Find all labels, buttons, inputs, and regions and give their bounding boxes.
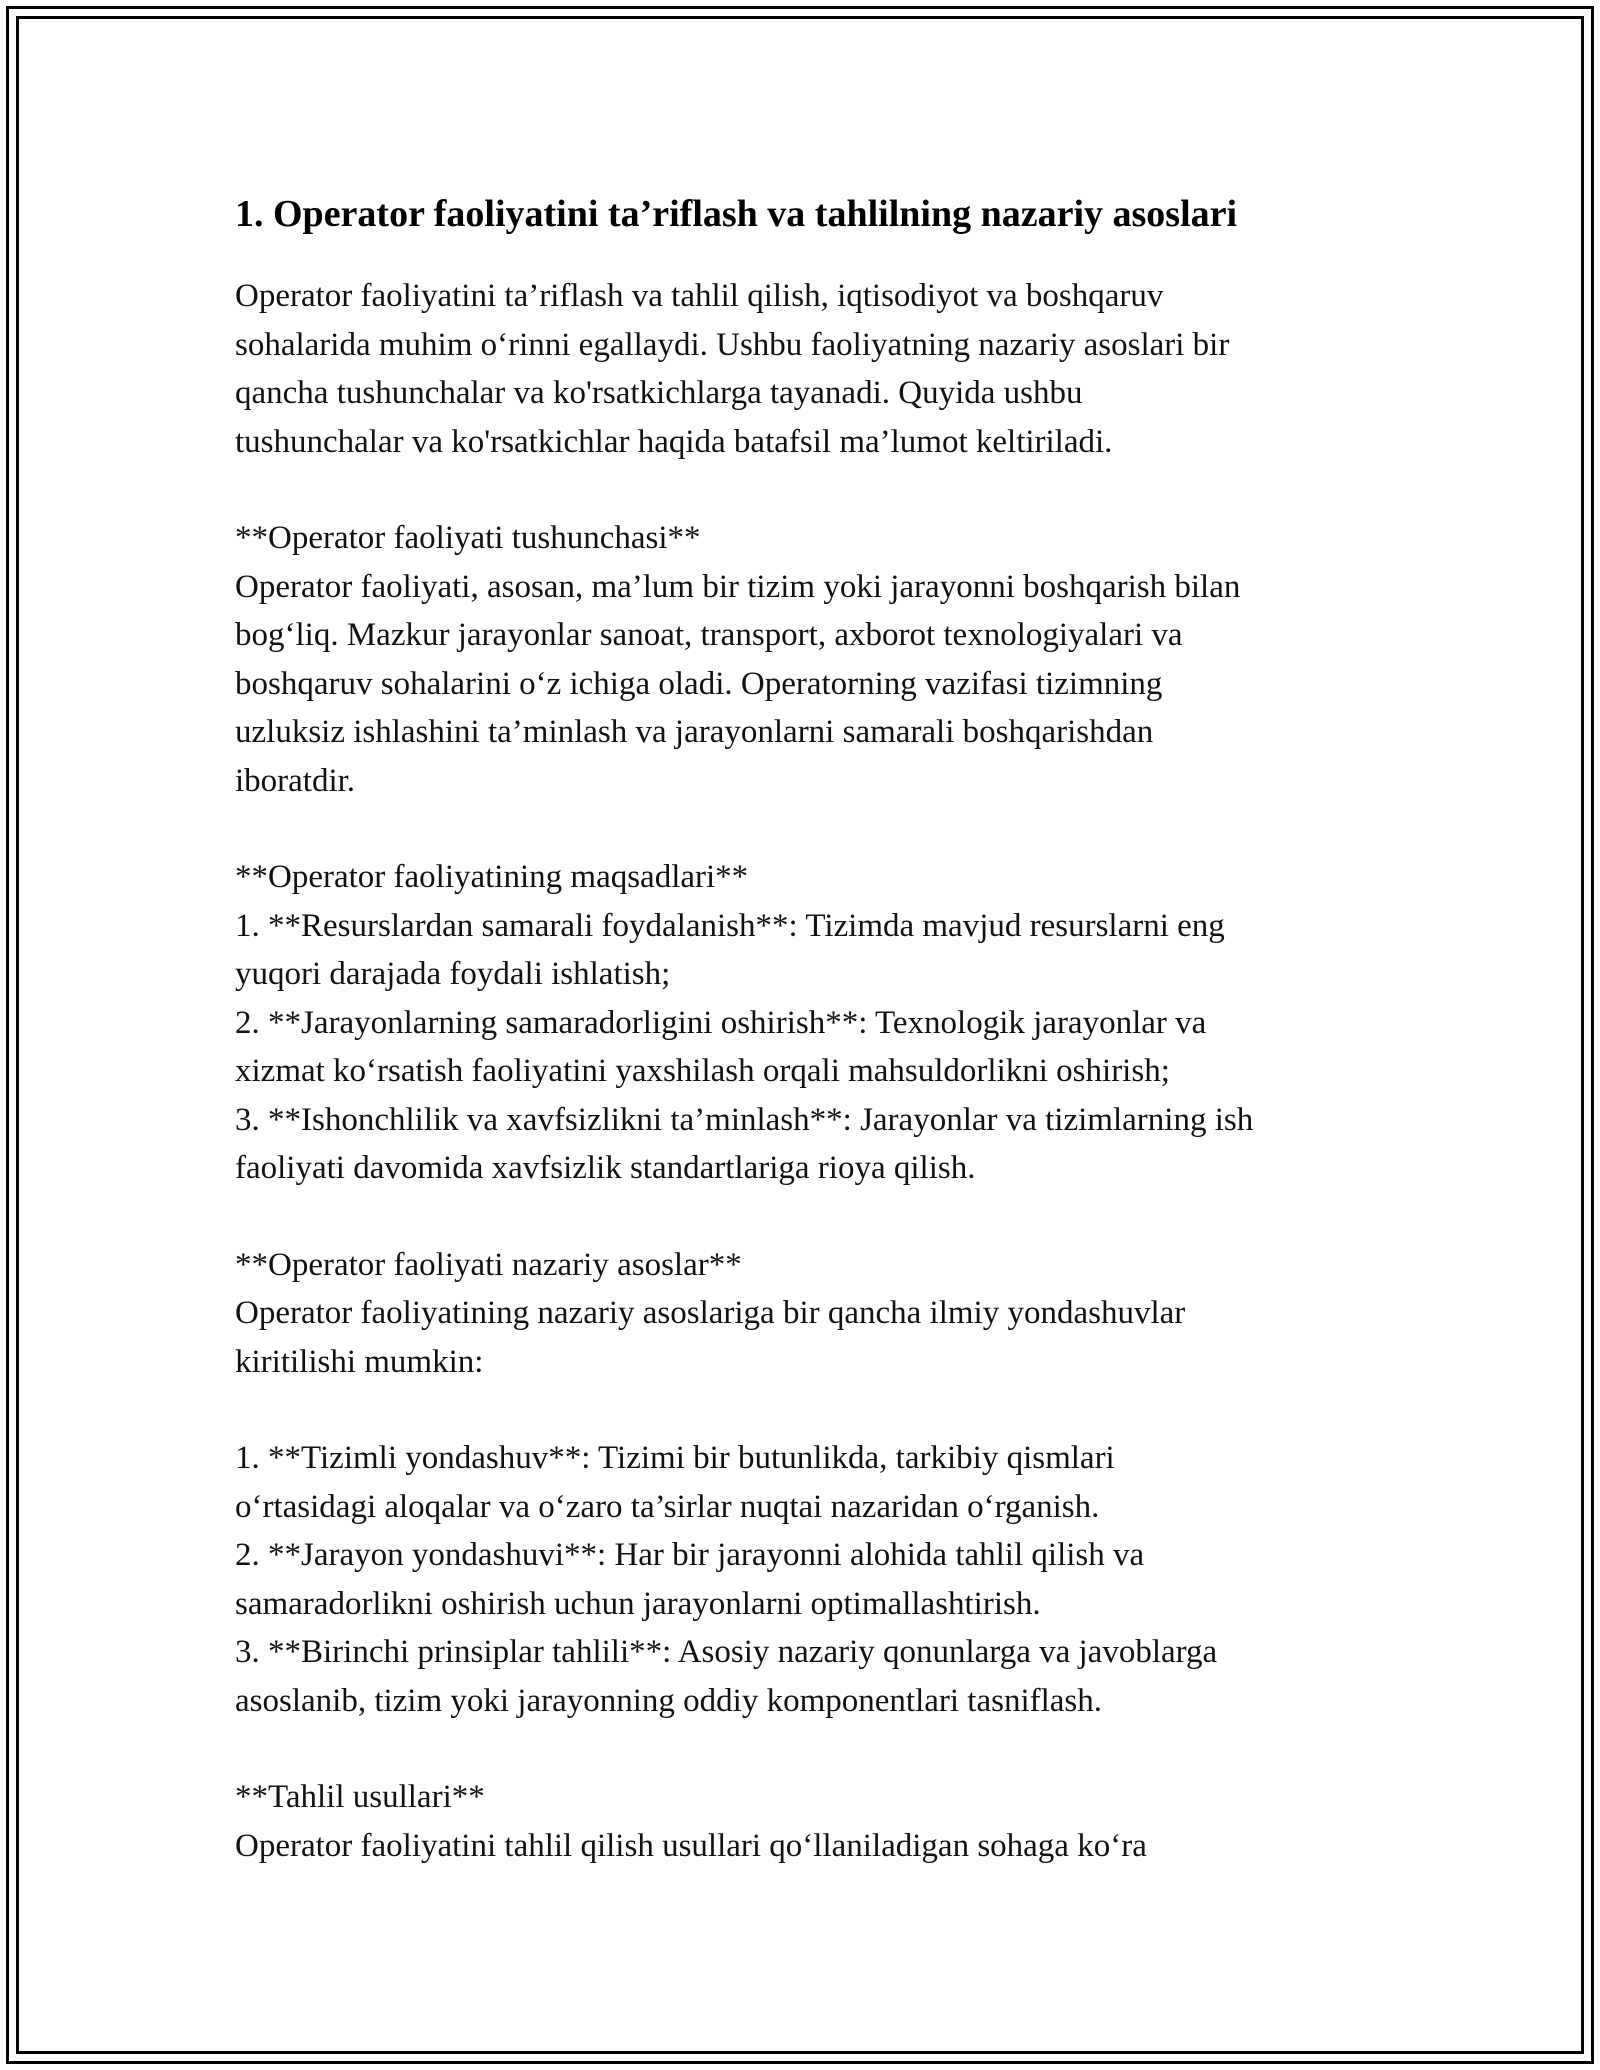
text-line: iboratdir. (235, 762, 356, 799)
text-line: uzluksiz ishlashini ta’minlash va jarayonlarni samarali boshqarishdan (235, 714, 1154, 750)
text-line: asoslanib, tizim yoki jarayonning oddiy komponentlari tasniflash. (235, 1682, 1103, 1719)
text-line: Operator faoliyati, asosan, ma’lum bir tizim yoki jarayonni boshqarish bilan (235, 568, 1241, 605)
text-line: **Tahlil usullari** (235, 1779, 485, 1815)
text-line: **Operator faoliyati nazariy asoslar** (235, 1246, 742, 1283)
text-line: Operator faoliyatini tahlil qilish usullari qo‘llaniladigan sohaga ko‘ra (235, 1827, 1147, 1864)
paragraph (235, 853, 1395, 1193)
paragraph (235, 1773, 1395, 1870)
paragraph (235, 1241, 1395, 1387)
text-line: o‘rtasidagi aloqalar va o‘zaro ta’sirlar nuqtai nazaridan o‘rganish. (235, 1488, 1100, 1525)
text-line: 1. **Resurslardan samarali foydalanish**: Tizimda mavjud resurslarni eng (235, 907, 1225, 944)
text-line: faoliyati davomida xavfsizlik standartlariga rioya qilish. (235, 1150, 976, 1186)
text-line: tushunchalar va ko'rsatkichlar haqida batafsil ma’lumot keltiriladi. (235, 423, 1113, 460)
text-line: **Operator faoliyatining maqsadlari** (235, 859, 749, 895)
text-line: Operator faoliyatining nazariy asoslariga bir qancha ilmiy yondashuvlar (235, 1295, 1186, 1331)
text-line: yuqori darajada foydali ishlatish; (235, 956, 671, 992)
text-line: 2. **Jarayonlarning samaradorligini oshirish**: Texnologik jarayonlar va (235, 1004, 1207, 1041)
text-line: sohalarida muhim o‘rinni egallaydi. Ushbu faoliyatning nazariy asoslari bir (235, 326, 1230, 363)
text-line: qancha tushunchalar va ko'rsatkichlarga tayanadi. Quyida ushbu (235, 375, 1083, 411)
text-line: kiritilishi mumkin: (235, 1343, 484, 1380)
document-body (235, 180, 1395, 1918)
paragraph-container (235, 272, 1395, 1870)
text-line: 2. **Jarayon yondashuvi**: Har bir jarayonni alohida tahlil qilish va (235, 1537, 1145, 1573)
text-line: **Operator faoliyati tushunchasi** (235, 520, 701, 556)
text-line: boshqaruv sohalarini o‘z ichiga oladi. Operatorning vazifasi tizimning (235, 665, 1163, 702)
text-line: samaradorlikni oshirish uchun jarayonlarni optimallashtirish. (235, 1585, 1041, 1622)
text-line: 3. **Ishonchlilik va xavfsizlikni ta’minlash**: Jarayonlar va tizimlarning ish (235, 1101, 1254, 1138)
text-line: xizmat ko‘rsatish faoliyatini yaxshilash orqali mahsuldorlikni oshirish; (235, 1053, 1170, 1089)
section-heading: 1. Operator faoliyatini ta’riflash va tahlilning nazariy asoslari (235, 193, 1238, 235)
text-line: 3. **Birinchi prinsiplar tahlili**: Asosiy nazariy qonunlarga va javoblarga (235, 1634, 1218, 1670)
paragraph (235, 1434, 1395, 1725)
text-line: 1. **Tizimli yondashuv**: Tizimi bir butunlikda, tarkibiy qismlari (235, 1440, 1115, 1476)
paragraph (235, 514, 1395, 805)
paragraph (235, 272, 1395, 466)
text-line: bog‘liq. Mazkur jarayonlar sanoat, transport, axborot texnologiyalari va (235, 617, 1183, 653)
text-line: Operator faoliyatini ta’riflash va tahlil qilish, iqtisodiyot va boshqaruv (235, 278, 1164, 314)
